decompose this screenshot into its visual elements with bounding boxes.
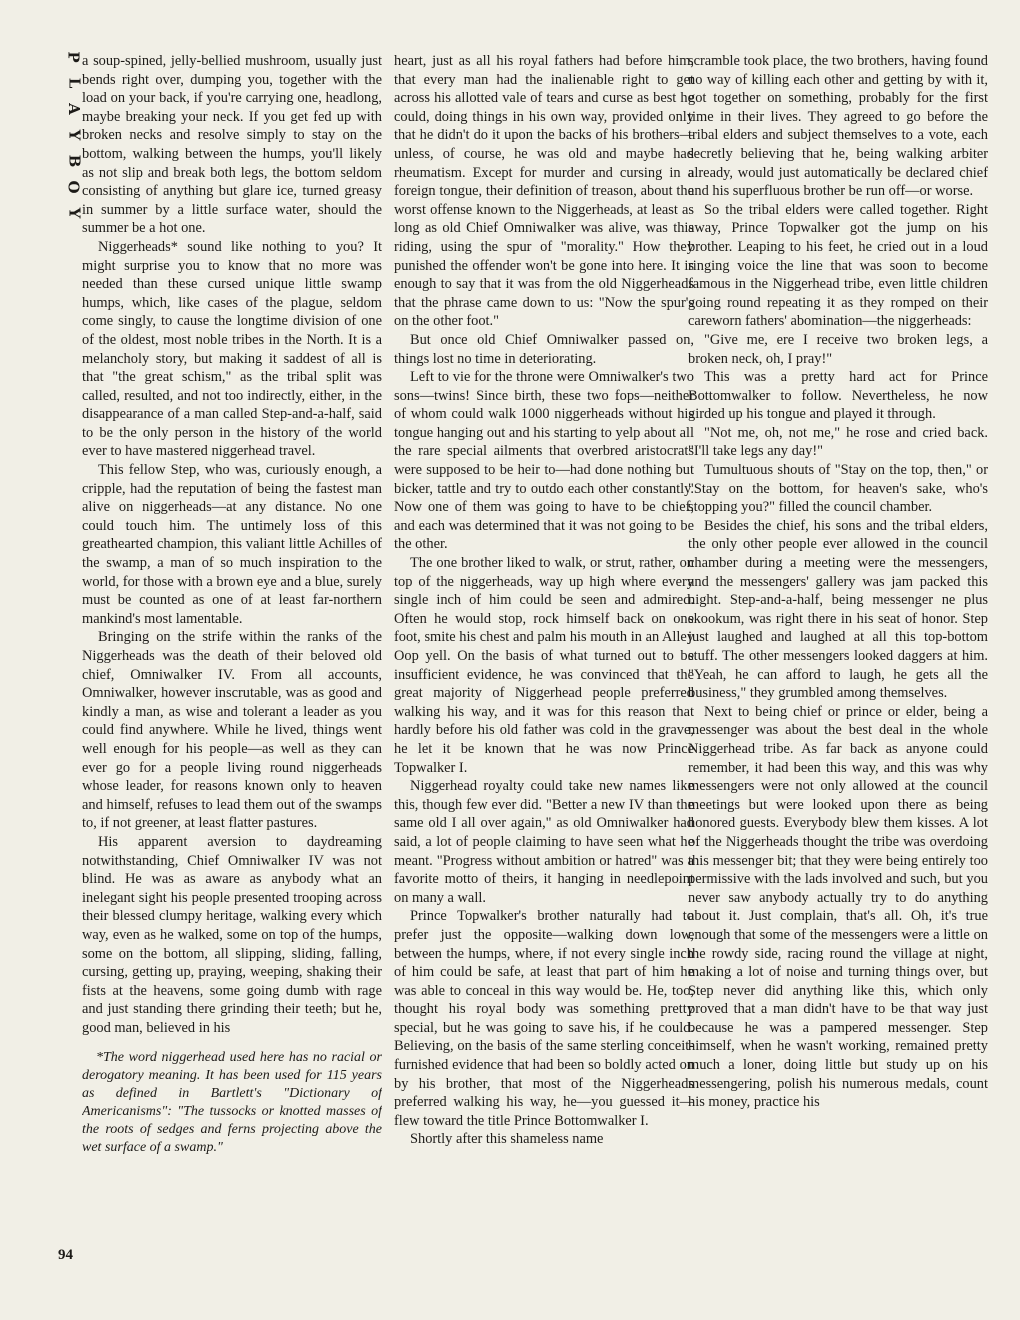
paragraph: Shortly after this shameless name (410, 1131, 604, 1148)
masthead-letter: P (65, 51, 83, 63)
paragraph: Tumultuous shouts of "Stay on the top, then," or "Stay on the bottom, for heaven's sake, who's stopping you?" filled the council chamber. (688, 462, 988, 516)
paragraph: Prince Topwalker's brother naturally had to prefer just the opposite—walking down low, between the humps, where, if not every single inch of him could be safe, at least that part of him he was able to conceal in this way would be. He, too, thought his royal body was something pretty special, but he was going to save his, if he could. Believing, on the basis of the same sterling conceit-furnished evidence that had been so boldly acted on by his brother, that most of the Niggerheads preferred walking his way, he—you guessed it—flew toward the title Prince Bottomwalker I. (394, 908, 694, 1129)
masthead-letter: B (65, 154, 83, 168)
text-column-2 (394, 52, 694, 1267)
paragraph: Niggerheads* sound like nothing to you? It might surprise you to know that no more was needed than these cursed unique little swamp humps, which, like cases of the plague, seldom come singly, to cause the longtime division of one of the oldest, most noble tribes in the North. It is a melancholy story, but making it saddest of all is that "the great schism," as the tribal split was called, resulted, and not too indirectly, either, in the disappearance of a man called Step-and-a-half, said to be the only person in the history of the world ever to have mastered niggerhead travel. (82, 238, 382, 460)
paragraph: So the tribal elders were called together. Right away, Prince Topwalker got the jump on his brother. Leaping to his feet, he cried out in a loud ringing voice the line that was soon to become famous in the Niggerhead tribe, even little children going round repeating it as they romped on their careworn fathers' abomination—the niggerheads: (688, 201, 988, 330)
paragraph: His apparent aversion to daydreaming notwithstanding, Chief Omniwalker IV was not blind. He was as aware as anybody what an inelegant sight his people presented trooping across their blessed clumpy heritage, walking every which way, even as he walked, some on top of the humps, some on the bottom, all slipping, sliding, falling, cursing, getting up, praying, weeping, shaking their fists at the heavens, some going dumb with rage and just standing there grinding their teeth; but he, good man, believed in his (82, 833, 382, 1036)
paragraph: This was a pretty hard act for Prince Bottomwalker to follow. Nevertheless, he now girded up his tongue and played it through. (688, 369, 988, 423)
paragraph: Niggerhead royalty could take new names like this, though few ever did. "Better a new IV than the same old I all over again," as old Omniwalker had said, a lot of people claiming to have seen what he meant. "Progress without ambition or hatred" was a favorite motto of theirs, it hanging in needlepoint on many a wall. (394, 778, 694, 906)
paragraph: Besides the chief, his sons and the tribal elders, the only other people ever allowed in the council chamber during a meeting were the messengers, and the messengers' gallery was jam packed this night. Step-and-a-half, being messenger ne plus skookum, was right there in his seat of honor. Step just laughed and laughed at all this top-bottom stuff. The other messengers looked daggers at him. "Yeah, he can afford to laugh, he gets all the business," they grumbled among themselves. (688, 517, 988, 702)
paragraph: But once old Chief Omniwalker passed on, things lost no time in deteriorating. (394, 331, 694, 367)
footnote-text: *The word niggerhead used here has no racial or derogatory meaning. It has been used for 115 years as defined in Bartlett's "Dictionary of Americanisms": "The tussocks or knotted masses of the roots of sedges and ferns projecting above the wet surface of a swamp." (82, 1050, 382, 1156)
paragraph: heart, just as all his royal fathers had before him, that every man had the inalienable right to get across his allotted vale of tears and curse as best he could, doing things in his own way, provided only that he didn't do it upon the backs of his brothers—unless, of course, he was old and maybe had rheumatism. Except for murder and cursing in a foreign tongue, their definition of treason, about the worst offense known to the Niggerheads, at least as long as old Chief Omniwalker was alive, was this riding, using the spur of "morality." How they punished the offender won't be gone into here. It is enough to say that it was from the old Niggerheads that the phrase came down to us: "Now the spur's on the other foot." (394, 53, 694, 330)
paragraph: "Give me, ere I receive two broken legs, a broken neck, oh, I pray!" (688, 331, 988, 367)
paragraph: Next to being chief or prince or elder, being a messenger was about the best deal in the whole Niggerhead tribe. As far back as anyone could remember, it had been this way, and this was why messengers were not only allowed at the council meetings but were looked upon there as being honored guests. Everybody blew them kisses. A lot of the Niggerheads thought the tribe was overdoing this messenger bit; that they were being entirely too permissive with the lads involved and such, but you never saw anybody actually try to do anything about it. Just complain, that's all. Oh, it's true enough that some of the messengers were a little on the rowdy side, racing round the village at night, making a lot of noise and turning things over, but Step never did anything like this, which only proved that a man didn't have to be that way just because he was a pampered messenger. Step himself, when he wasn't working, remained pretty much a loner, doing little but study up on his messengering, polish his numerous medals, count his money, practice his (688, 703, 988, 1111)
masthead-letter: A (64, 103, 83, 115)
text-column-3 (688, 52, 988, 1267)
text-column-1 (82, 52, 382, 1267)
footnote (82, 1045, 382, 1157)
paragraph: Left to vie for the throne were Omniwalker's two sons—twins! Since birth, these two fops—neither of whom could walk 1000 niggerheads without his tongue hanging out and his starting to yelp about all the rare special ailments that overbred aristocrats were supposed to be heir to—had done nothing but bicker, tattle and try to outdo each other constantly. Now one of them was going to have to be chief, and each was determined that it was not going to be the other. (394, 369, 694, 553)
paragraph: a soup-spined, jelly-bellied mushroom, usually just bends right over, dumping you, together with the load on your back, if you're carrying one, headlong, maybe breaking your neck. If you get fed up with broken necks and resolve simply to stay on the bottom, walking between the humps, you'll likely as not slip and break both legs, the bottom seldom consisting of anything but glare ice, turned greasy in summer by a little surface water, should the summer be a hot one. (82, 53, 382, 237)
masthead-letter: L (64, 77, 83, 89)
paragraph: "Not me, oh, not me," he rose and cried back. "I'll take legs any day!" (688, 424, 988, 460)
paragraph: scramble took place, the two brothers, having found no way of killing each other and getting by with it, got together on something, probably for the first time in their lives. They agreed to go before the tribal elders and subject themselves to a vote, each secretly believing that he, being walking arbiter already, would just automatically be declared chief and his superfluous brother be run off—or worse. (688, 53, 988, 200)
masthead-letter: Y (65, 129, 83, 141)
paragraph: The one brother liked to walk, or strut, rather, on top of the niggerheads, way up high where every single inch of him could be seen and admired. Often he would stop, rock himself back on one foot, smite his chest and palm his mouth in an Alley Oop yell. On the basis of what turned out to be insufficient evidence, he was convinced that the great majority of Niggerhead people preferred walking his way, and it was for this reason that hardly before his old father was cold in the grave, he let it be known that he was now Prince Topwalker I. (394, 555, 694, 776)
masthead-letter: Y (65, 207, 83, 219)
page-number: 94 (58, 1247, 73, 1263)
paragraph: This fellow Step, who was, curiously enough, a cripple, had the reputation of being the fastest man alive on niggerheads—at any distance. No one could touch him. The untimely loss of this greathearted champion, this valiant little Achilles of the swamp, a man of so much inspiration to the world, for those with a brown eye and a blue, surely must be counted as one of at least far-northern mankind's most lamentable. (82, 462, 382, 627)
masthead-letter: O (64, 180, 83, 194)
paragraph: Bringing on the strife within the ranks of the Niggerheads was the death of their beloved old chief, Omniwalker IV. From all accounts, Omniwalker, however inscrutable, was as good and kindly a man, as wise and tolerant a leader as you could find anywhere. While he lived, things went well enough for his people—as well as they can ever go for a people living round niggerheads whose leader, for reasons known only to heaven and himself, refuses to lead them out of the swamps to, if not greener, at least flatter pastures. (82, 629, 382, 832)
